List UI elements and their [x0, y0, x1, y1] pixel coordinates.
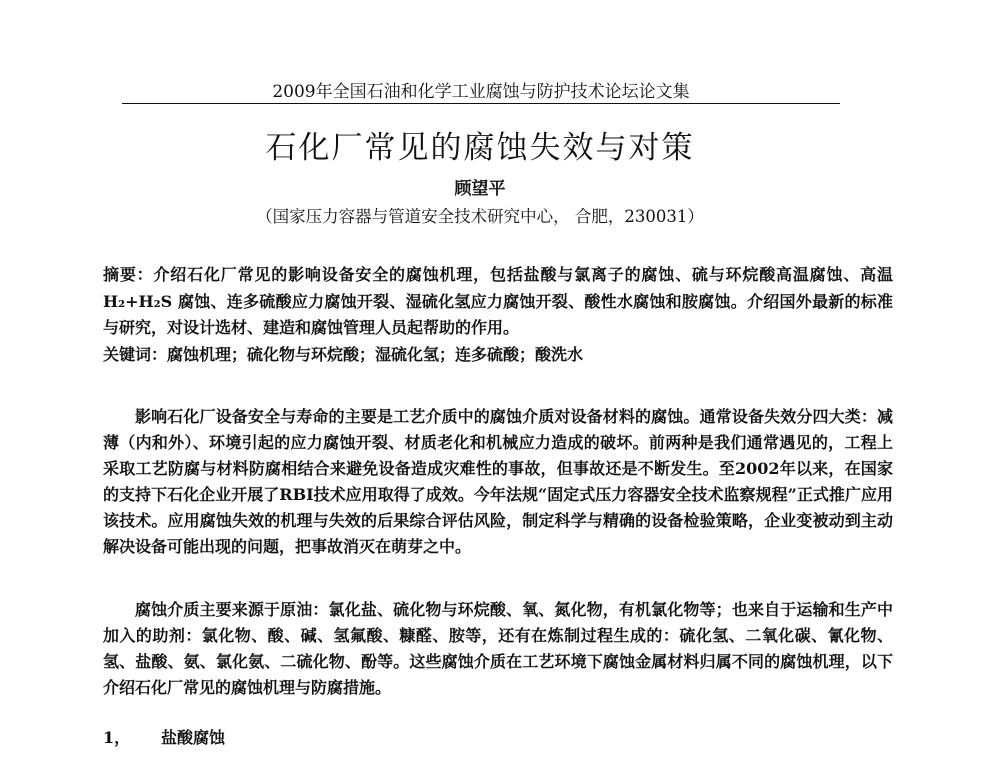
running-header: 2009年全国石油和化学工业腐蚀与防护技术论坛论文集: [272, 82, 690, 102]
header-rule: [122, 103, 840, 104]
body-paragraph-1: 影响石化厂设备安全与寿命的主要是工艺介质中的腐蚀介质对设备材料的腐蚀。通常设备失效分四大类：减薄（内和外）、环境引起的应力腐蚀开裂、材质老化和机械应力造成的破坏。前两种是我们通常遇见的，工程上采取工艺防腐与材料防腐相结合来避免设备造成灾难性的事故，但事故还是不断发生。至2002年以来，在国家的支持下石化企业开展了RBI技术应用取得了成效。今年法规“固定式压力容器安全技术监察规程”正式推广应用该技术。应用腐蚀失效的机理与失效的后果综合评估风险，制定科学与精确的设备检验策略，企业变被动到主动解决设备可能出现的问题，把事故消灭在萌芽之中。: [103, 407, 893, 556]
section-number: 1，: [103, 728, 131, 747]
paper-affiliation: （国家压力容器与管道安全技术研究中心， 合肥，230031）: [256, 207, 704, 226]
paper-title: 石化厂常见的腐蚀失效与对策: [265, 130, 695, 166]
abstract-text: 介绍石化厂常见的影响设备安全的腐蚀机理，包括盐酸与氯离子的腐蚀、硫与环烷酸高温腐蚀、高温 H₂+H₂S 腐蚀、连多硫酸应力腐蚀开裂、湿硫化氢应力腐蚀开裂、酸性水腐蚀和胺腐蚀。介绍国外最新的标准与研究，对设计选材、建造和腐蚀管理人员起帮助的作用。: [103, 265, 893, 337]
abstract-label: 摘要：: [103, 265, 154, 284]
section-title: 盐酸腐蚀: [161, 728, 226, 747]
paper-author: 顾望平: [454, 179, 506, 199]
keywords: [103, 342, 893, 369]
keywords-text: 腐蚀机理；硫化物与环烷酸；湿硫化氢；连多硫酸；酸洗水: [167, 345, 584, 364]
keywords-label: 关键词：: [103, 345, 168, 364]
abstract: [103, 262, 893, 342]
section-heading: [103, 725, 893, 751]
body-paragraph-2: 腐蚀介质主要来源于原油：氯化盐、硫化物与环烷酸、氧、氮化物，有机氯化物等；也来自于运输和生产中加入的助剂：氯化物、酸、碱、氢氟酸、糠醛、胺等，还有在炼制过程生成的：硫化氢、二氧化碳、氰化物、氢、盐酸、氨、氯化氨、二硫化物、酚等。这些腐蚀介质在工艺环境下腐蚀金属材料归属不同的腐蚀机理，以下介绍石化厂常见的腐蚀机理与防腐措施。: [103, 600, 893, 697]
